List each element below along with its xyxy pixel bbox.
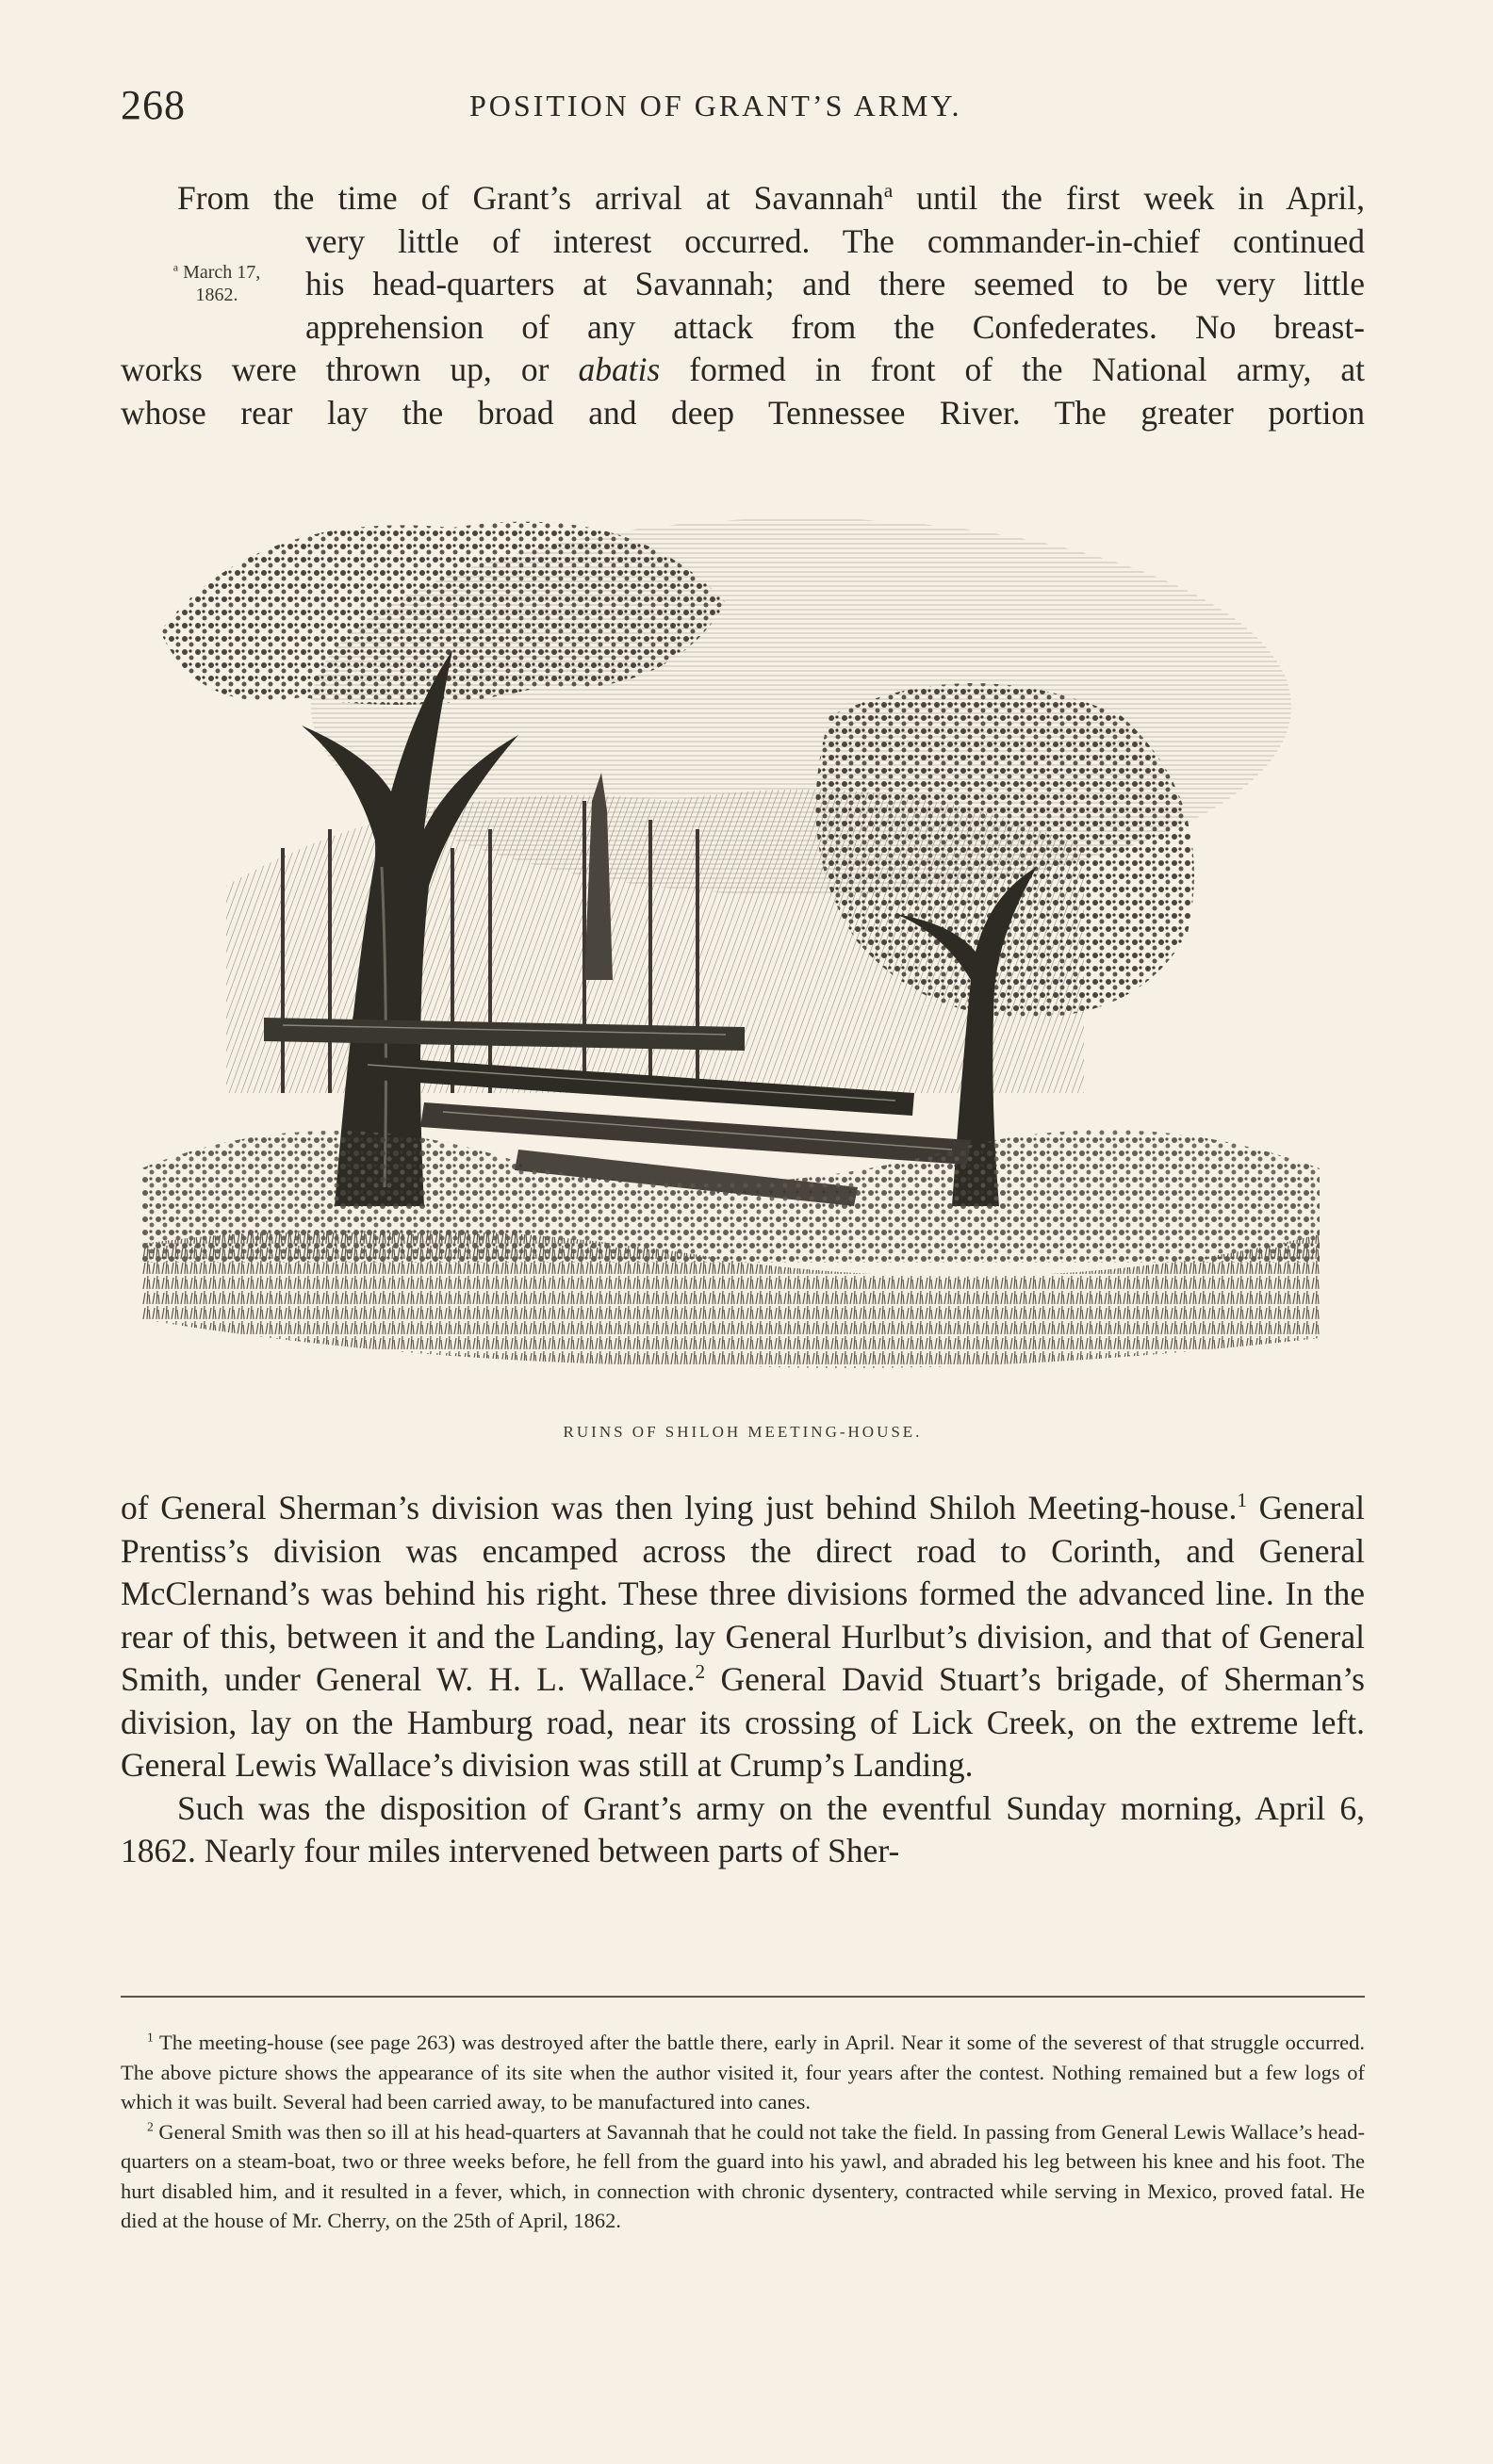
intro-line-2: very little of interest occurred. The commander-in-chief continued [305,221,1365,260]
body-text [121,1487,1365,1873]
right-tree [815,683,1193,1206]
intro-line-1-end: until the first week in April, [893,179,1365,217]
running-head [121,81,1365,138]
engraving-illustration [141,490,1329,1395]
footnote-divider [121,1996,1365,1998]
italic-abatis: abatis [578,351,661,388]
footnote-1-text: The meeting-house (see page 263) was destroyed after the battle there, early in April. Near it some of the severest of that struggle occurred. The above picture shows the appearance of its site when the author visited it, four years after the contest. Nothing remained but a few logs of which it was built. Several had been carried away, to be manufactured into canes. [121,2031,1365,2113]
footnote-ref-a: a [883,179,894,203]
body-p1-part-a: of General Sherman’s division was then lying just behind Shiloh Meeting-house. [121,1489,1238,1526]
running-title: POSITION OF GRANT’S ARMY. [469,89,962,122]
intro-line-1 [121,177,1365,220]
footnote-1-mark: 1 [147,2030,154,2045]
page-number: 268 [121,82,186,128]
intro-line-1-text: From the time of Grant’s arrival at Savannah [177,179,884,217]
footnote-2-mark: 2 [147,2119,154,2133]
marginal-note-date: March 17, [183,262,261,283]
intro-paragraph [121,177,1365,434]
footnote-2 [121,2117,1365,2236]
intro-line-3: his head-quarters at Savannah; and there seemed to be very little [305,265,1365,302]
marginal-note-year: 1862. [195,285,238,305]
footnotes [121,2028,1365,2236]
footnote-2-text: General Smith was then so ill at his head-quarters at Savannah that he could not take the field. In passing from General Lewis Wallace’s head-quarters on a steam-boat, two or three weeks before, he fell from the guard into his yawl, and abraded his leg between his knee and his foot. The hurt disabled him, and it resulted in a fever, which, in connection with chronic dysentery, contracted while serving in Mexico, proved fatal. He died at the house of Mr. Cherry, on the 25th of April, 1862. [121,2119,1365,2232]
body-p1-part-b: General Prentiss’s division was encamped across the direct road to Corinth, and General McClernand’s was behind his right. These three divisions formed the advanced line. In the rear of this, between it and the Landing, lay General Hurlbut’s division, and that of General Smith, under General W. H. L. Wallace. [121,1489,1365,1698]
intro-line-5 [121,349,1365,392]
intro-line-5b: formed in front of the National army, at [660,351,1365,388]
intro-line-6: whose rear lay the broad and deep Tennessee River. The greater portion [121,393,1365,432]
body-p1-part-c: General David Stuart’s brigade, of Sherman’s division, lay on the Hamburg road, near its crossing of Lick Creek, on the extreme left. General Lewis Wallace’s division was still at Crump’s Landing. [121,1660,1365,1784]
illustration-caption: RUINS OF SHILOH MEETING-HOUSE. [563,1423,923,1441]
footnote-1 [121,2028,1365,2117]
body-paragraph-2: Such was the disposition of Grant’s army on the eventful Sunday morning, April 6, 1862. Nearly four miles intervened between parts of Sher- [121,1788,1365,1869]
footnote-ref-1: 1 [1237,1489,1248,1512]
footnote-ref-2: 2 [695,1660,706,1684]
undergrowth [141,1130,1320,1368]
intro-line-5a: works were thrown up, or [121,351,579,388]
engraving-svg [141,490,1329,1395]
intro-line-4: apprehension of any attack from the Confederates. No breast- [305,307,1365,346]
marginal-note-marker: a [172,260,179,274]
body-paragraph-1 [121,1487,1365,1787]
